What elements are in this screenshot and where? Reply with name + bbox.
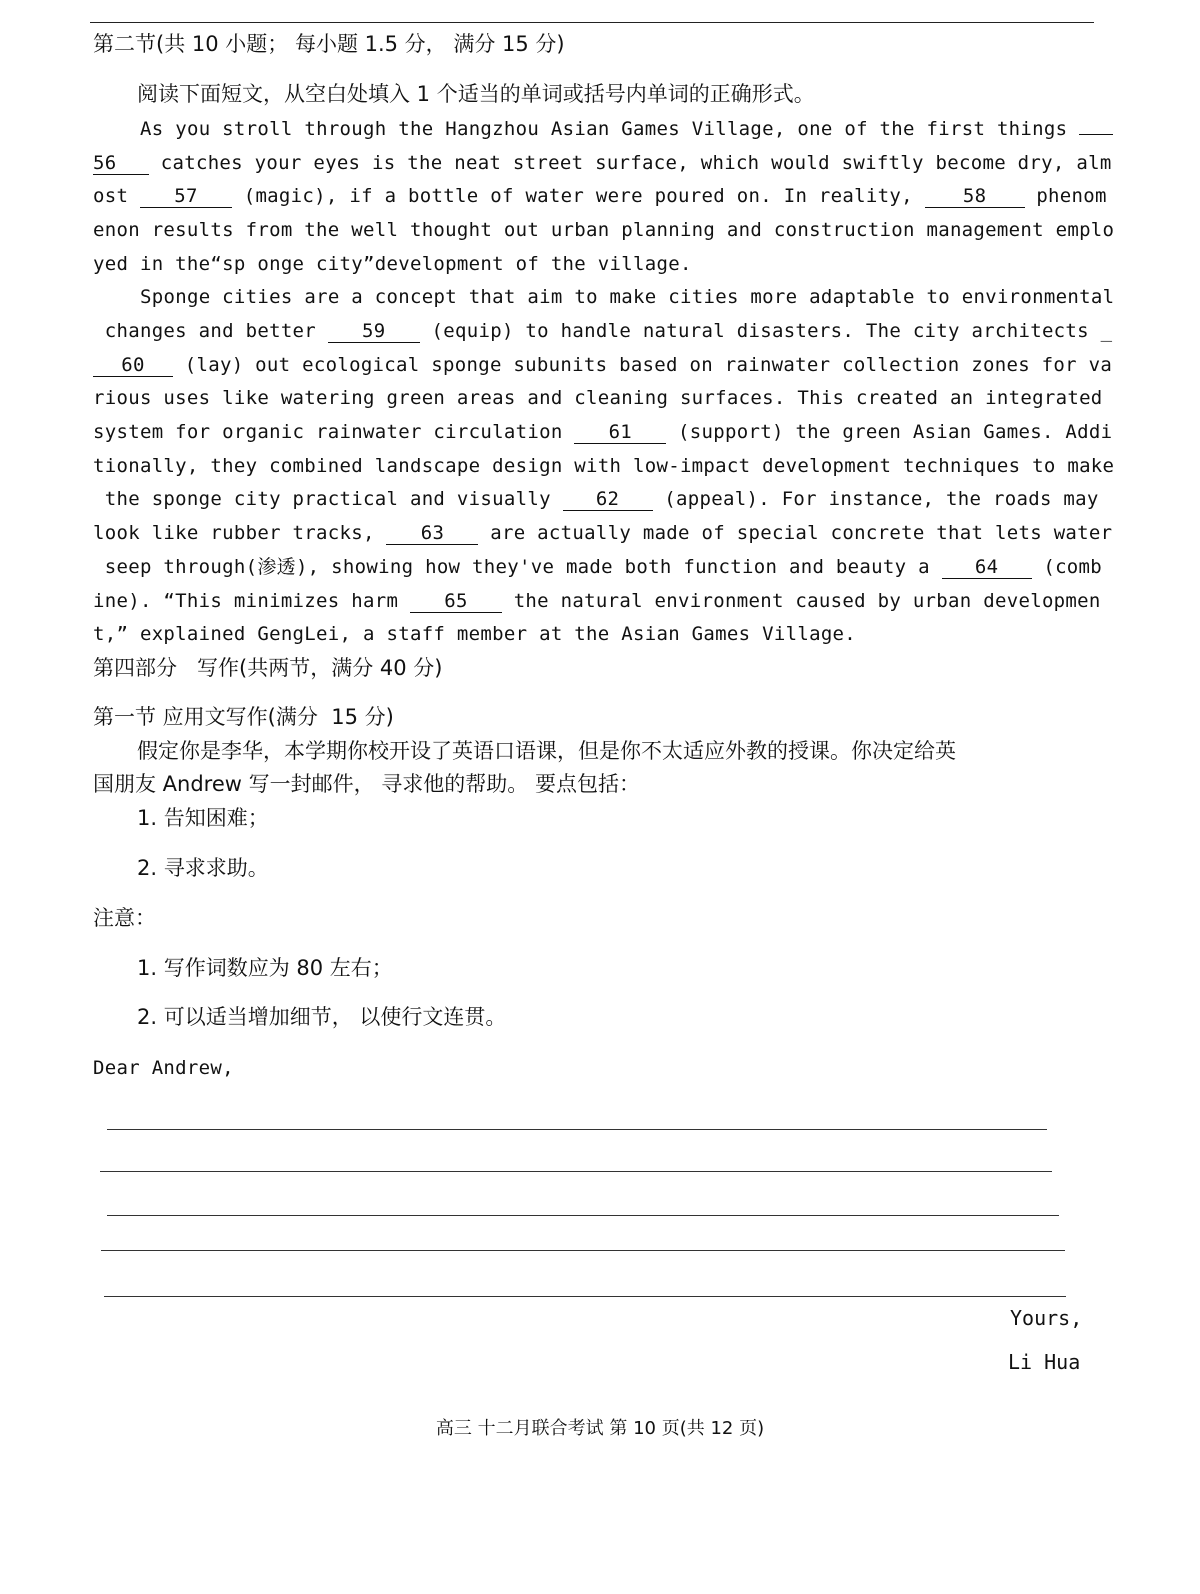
part4-title: 第四部分 写作(共两节，满分 40 分) [93,656,443,680]
letter-closing: Yours, [1010,1306,1083,1330]
passage-line-15: ine). “This minimizes harm 65 the natural environment caused by urban developmen [93,590,1101,612]
passage-line-12: the sponge city practical and visually 62 (appeal). For instance, the roads may [93,488,1099,510]
blank-57[interactable]: 57 [140,185,232,208]
page-footer: 高三 十二月联合考试 第 10 页(共 12 页) [435,1418,765,1439]
passage-line-11: tionally, they combined landscape design with low-impact development techniques to make [93,455,1115,477]
passage-line-13: look like rubber tracks, 63 are actually made of special concrete that lets water [93,522,1113,544]
passage-line-14: seep through(渗透), showing how they've made both function and beauty a 64 (comb [93,556,1103,578]
blank-60[interactable]: 60 [93,354,173,377]
passage-line-10: system for organic rainwater circulation 61 (support) the green Asian Games. Addi [93,421,1113,443]
blank-65[interactable]: 65 [410,590,502,613]
letter-signature: Li Hua [1008,1350,1081,1374]
passage-line-1: As you stroll through the Hangzhou Asian Games Village, one of the first things [140,117,1113,141]
passage-line-5: yed in the“sp onge city”development of the village. [93,253,692,275]
note-2: 2. 可以适当增加细节， 以使行文连贯。 [137,1005,507,1029]
blank-64[interactable]: 64 [942,556,1032,579]
passage-line-8: 60 (lay) out ecological sponge subunits based on rainwater collection zones for va [93,353,1112,377]
blank-56-lead [1079,134,1113,135]
passage-line-3: ost 57 (magic), if a bottle of water were poured on. In reality, 58 phenom [93,185,1107,207]
blank-63[interactable]: 63 [386,522,478,545]
blank-58[interactable]: 58 [925,185,1025,208]
writing-line-4[interactable] [101,1250,1065,1251]
note-1: 1. 写作词数应为 80 左右； [137,956,393,980]
passage-line-4: enon results from the well thought out urban planning and construction management emplo [93,219,1115,241]
writing-line-3[interactable] [107,1215,1059,1216]
passage-line-7: changes and better 59 (equip) to handle natural disasters. The city architects _ [93,320,1113,342]
section1-title: 第一节 应用文写作(满分 15 分) [93,705,394,729]
writing-prompt-line-1: 假定你是李华，本学期你校开设了英语口语课，但是你不太适应外教的授课。你决定给英 [137,739,956,763]
blank-59[interactable]: 59 [328,320,420,343]
section2-instruction: 阅读下面短文，从空白处填入 1 个适当的单词或括号内单词的正确形式。 [137,82,815,106]
writing-line-1[interactable] [107,1129,1047,1130]
passage-line-9: rious uses like watering green areas and cleaning surfaces. This created an integrated [93,387,1103,409]
passage-line-6: Sponge cities are a concept that aim to make cities more adaptable to environmental [140,286,1115,308]
point-2: 2. 寻求求助。 [137,856,269,880]
note-heading: 注意： [93,906,156,930]
top-rule [90,22,1094,23]
passage-line-2: 56 catches your eyes is the neat street surface, which would swiftly become dry, alm [93,152,1112,174]
blank-56[interactable]: 56 [93,152,149,175]
letter-greeting: Dear Andrew, [93,1057,234,1079]
passage-line-16: t,” explained GengLei, a staff member at the Asian Games Village. [93,623,857,645]
blank-62[interactable]: 62 [563,488,653,511]
section2-title: 第二节(共 10 小题； 每小题 1.5 分， 满分 15 分) [93,32,565,56]
writing-line-5[interactable] [104,1296,1066,1297]
point-1: 1. 告知困难； [137,806,269,830]
blank-61[interactable]: 61 [574,421,666,444]
writing-prompt-line-2: 国朋友 Andrew 写一封邮件， 寻求他的帮助。 要点包括： [93,772,640,796]
writing-line-2[interactable] [100,1171,1052,1172]
